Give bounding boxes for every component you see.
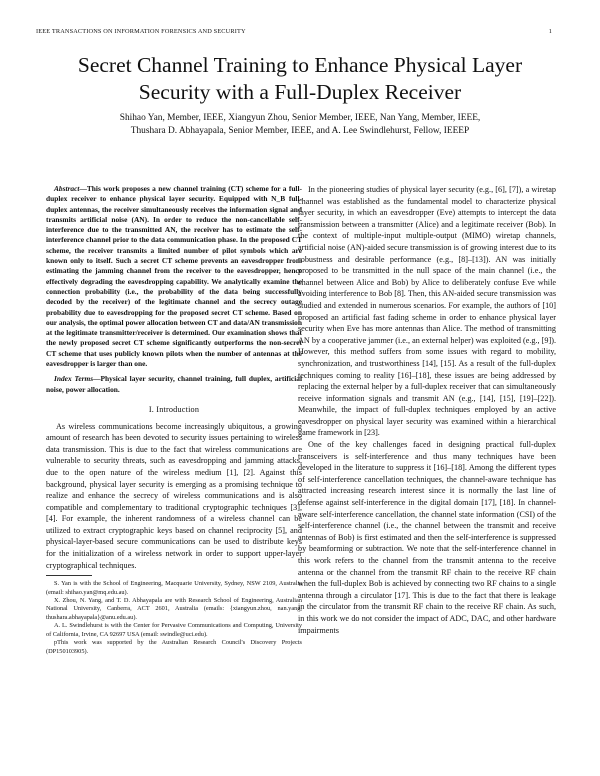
abstract (46, 184, 302, 369)
footnote-funding: pThis work was supported by the Australian Research Council's Discovery Projects (DP150103905). (46, 639, 302, 655)
author-line-1: Shihao Yan, Member, IEEE, Xiangyun Zhou, Senior Member, IEEE, Nan Yang, Member, IEEE, (119, 113, 481, 123)
section-heading-introduction: I. Introduction (148, 404, 200, 414)
author-line-2: Thushara D. Abhayapala, Senior Member, IEEE, and A. Lee Swindlehurst, Fellow, IEEEP (130, 126, 470, 136)
right-column (298, 184, 556, 636)
paper-title: Secret Channel Training to Enhance Physical Layer Security with a Full-Duplex Receiver (77, 53, 523, 104)
journal-name: IEEE TRANSACTIONS ON INFORMATION FORENSICS AND SECURITY (36, 28, 246, 35)
running-head (36, 28, 552, 38)
abstract-text: —This work proposes a new channel training (CT) scheme for a full-duplex receiver to enhance physical layer security. Equipped with N_B full-duplex antennas, the receiver simultaneously receives the information signal and transmits artificial noise (AN). In order to reduce the non-cancellable self-interference due to the transmitted AN, the receiver has to estimate the self-interference channel prior to the data communication phase. In the proposed CT scheme, the receiver transmits a limited number of pilot symbols which are known only to itself. Such a secret CT scheme prevents an eavesdropper from estimating the jamming channel from the receiver to the eavesdropper, hence effectively degrading the eavesdropping capability. We analytically examine the connection probability (i.e., the probability of the data being successfully decoded by the receiver) of the legitimate channel and the secrecy outage probability due to eavesdropping for the proposed secret CT scheme. Based on our analysis, the optimal power allocation between CT and data/AN transmission at the legitimate transmitter/receiver is determined. Our examination shows that the newly proposed secret CT scheme significantly outperforms the non-secret CT scheme that uses publicly known pilots when the number of antennas at the eavesdropper is larger than one. (46, 184, 302, 369)
footnote-affiliation-3: A. L. Swindlehurst is with the Center for Pervasive Communications and Computing, University of California, Irvine, CA 92697 USA (email: swindle@uci.edu). (46, 622, 302, 638)
abstract-label: Abstract (54, 184, 80, 193)
footnote-affiliation-2: X. Zhou, N. Yang, and T. D. Abhayapala are with Research School of Engineering, Australian National University, Canberra, ACT 2601, Australia (emails: {xiangyun.zhou, nan.yang, thushara.abhayapala}@anu.edu.au). (46, 597, 302, 621)
page-number: 1 (548, 28, 552, 35)
footnote-affiliation-1: S. Yan is with the School of Engineering, Macquarie University, Sydney, NSW 2109, Australia (email: shihao.yan@mq.edu.au). (46, 580, 302, 596)
left-column (46, 184, 302, 656)
intro-paragraph: As wireless communications become increasingly ubiquitous, a growing amount of research has been devoted to security issues pertaining to wireless data transmission. This is due to the fact that wireless communications are vulnerable to security threats, such as eavesdropping and jamming attacks, due to the open nature of the wireless medium [1], [2]. Against this background, physical layer security is emerging as a promising technique to realize and enhance the secrecy of wireless communications and is also compatible and complementary to traditional cryptographic techniques [3], [4]. For example, the inherent randomness of a wireless channel can be utilized to extract cryptographic keys based on channel reciprocity [5], and physical-layer-based secure communications can be used to distribute keys for the initialization of a wireless network in order to support upper-layer cryptographical techniques. (46, 421, 302, 570)
author-block (40, 112, 560, 138)
body-paragraph-2: One of the key challenges faced in designing practical full-duplex transceivers is self-interference and thus many techniques have been developed in the literature to suppress it [16]–[18]. Among the different types of self-interference cancellation techniques, the channel-aware technique has attracted increasing research interest since it is normally the last line of defense against self-interference in the digital domain [17], [18]. In channel-aware self-interference cancellation, the channel state information (CSI) of the self-interference channel (i.e., the channel between the transmit and receive antennas of Bob) is first estimated and then the self-interference is suppressed by beamforming or subtraction. We note that the self-interference channel in this work refers to the channel from the transmit antenna to the receive antenna or the channel from the transmit RF chain to the receive RF chain when the full-duplex Bob is achieved by connecting two RF chains to a single antenna through a circulator [17]. This is due to the fact that there is leakage in the circulator from the transmit RF chain to the receive RF chain. As such, in this work we do not consider the impact of ADC, DAC, and other hardware impairments (298, 440, 556, 635)
footnote-rule (46, 575, 92, 576)
index-terms-text: —Physical layer security, channel training, full duplex, artificial noise, power allocation. (46, 374, 302, 394)
body-paragraph-1: In the pioneering studies of physical layer security (e.g., [6], [7]), a wiretap channel was established as the fundamental model to characterize physical layer security, in which an eavesdropper (Eve) attempts to intercept the data transmission between a transmitter (Alice) and a legitimate receiver (Bob). In the context of multiple-input multiple-output (MIMO) wiretap channels, artificial noise (AN)-aided secure transmission is of growing interest due to its robustness and desirable performance (e.g., [8]–[13]). AN was initially proposed to be transmitted in the null space of the main channel (i.e., the channel between Alice and Bob) by Alice to deliberately confuse Eve while avoiding interference to Bob [8]. Then, this AN-aided secure transmission was studied and extended in numerous scenarios. For example, the authors of [10] proposed an artificial fast fading scheme in order to enhance physical layer security when Eve has more antennas than Alice. The method of transmitting AN by a cooperative jammer (i.e., an external helper) was exploited (e.g., [9]). However, this method suffers from some issues with regard to mobility, synchronization, and trustworthiness [14], [15]. As a result of the full-duplex techniques coming to reality [16]–[18], these issues are being addressed by replacing the external helper by a full-duplex receiver that can simultaneously receive information signals and transmit AN (e.g., [14], [15], [19]–[22]). Meanwhile, the impact of full-duplex techniques employed by an active eavesdropper on physical layer security was examined within a hierarchical game framework in [23]. (298, 185, 556, 438)
index-terms-label: Index Terms (54, 374, 94, 384)
index-terms (46, 374, 302, 395)
